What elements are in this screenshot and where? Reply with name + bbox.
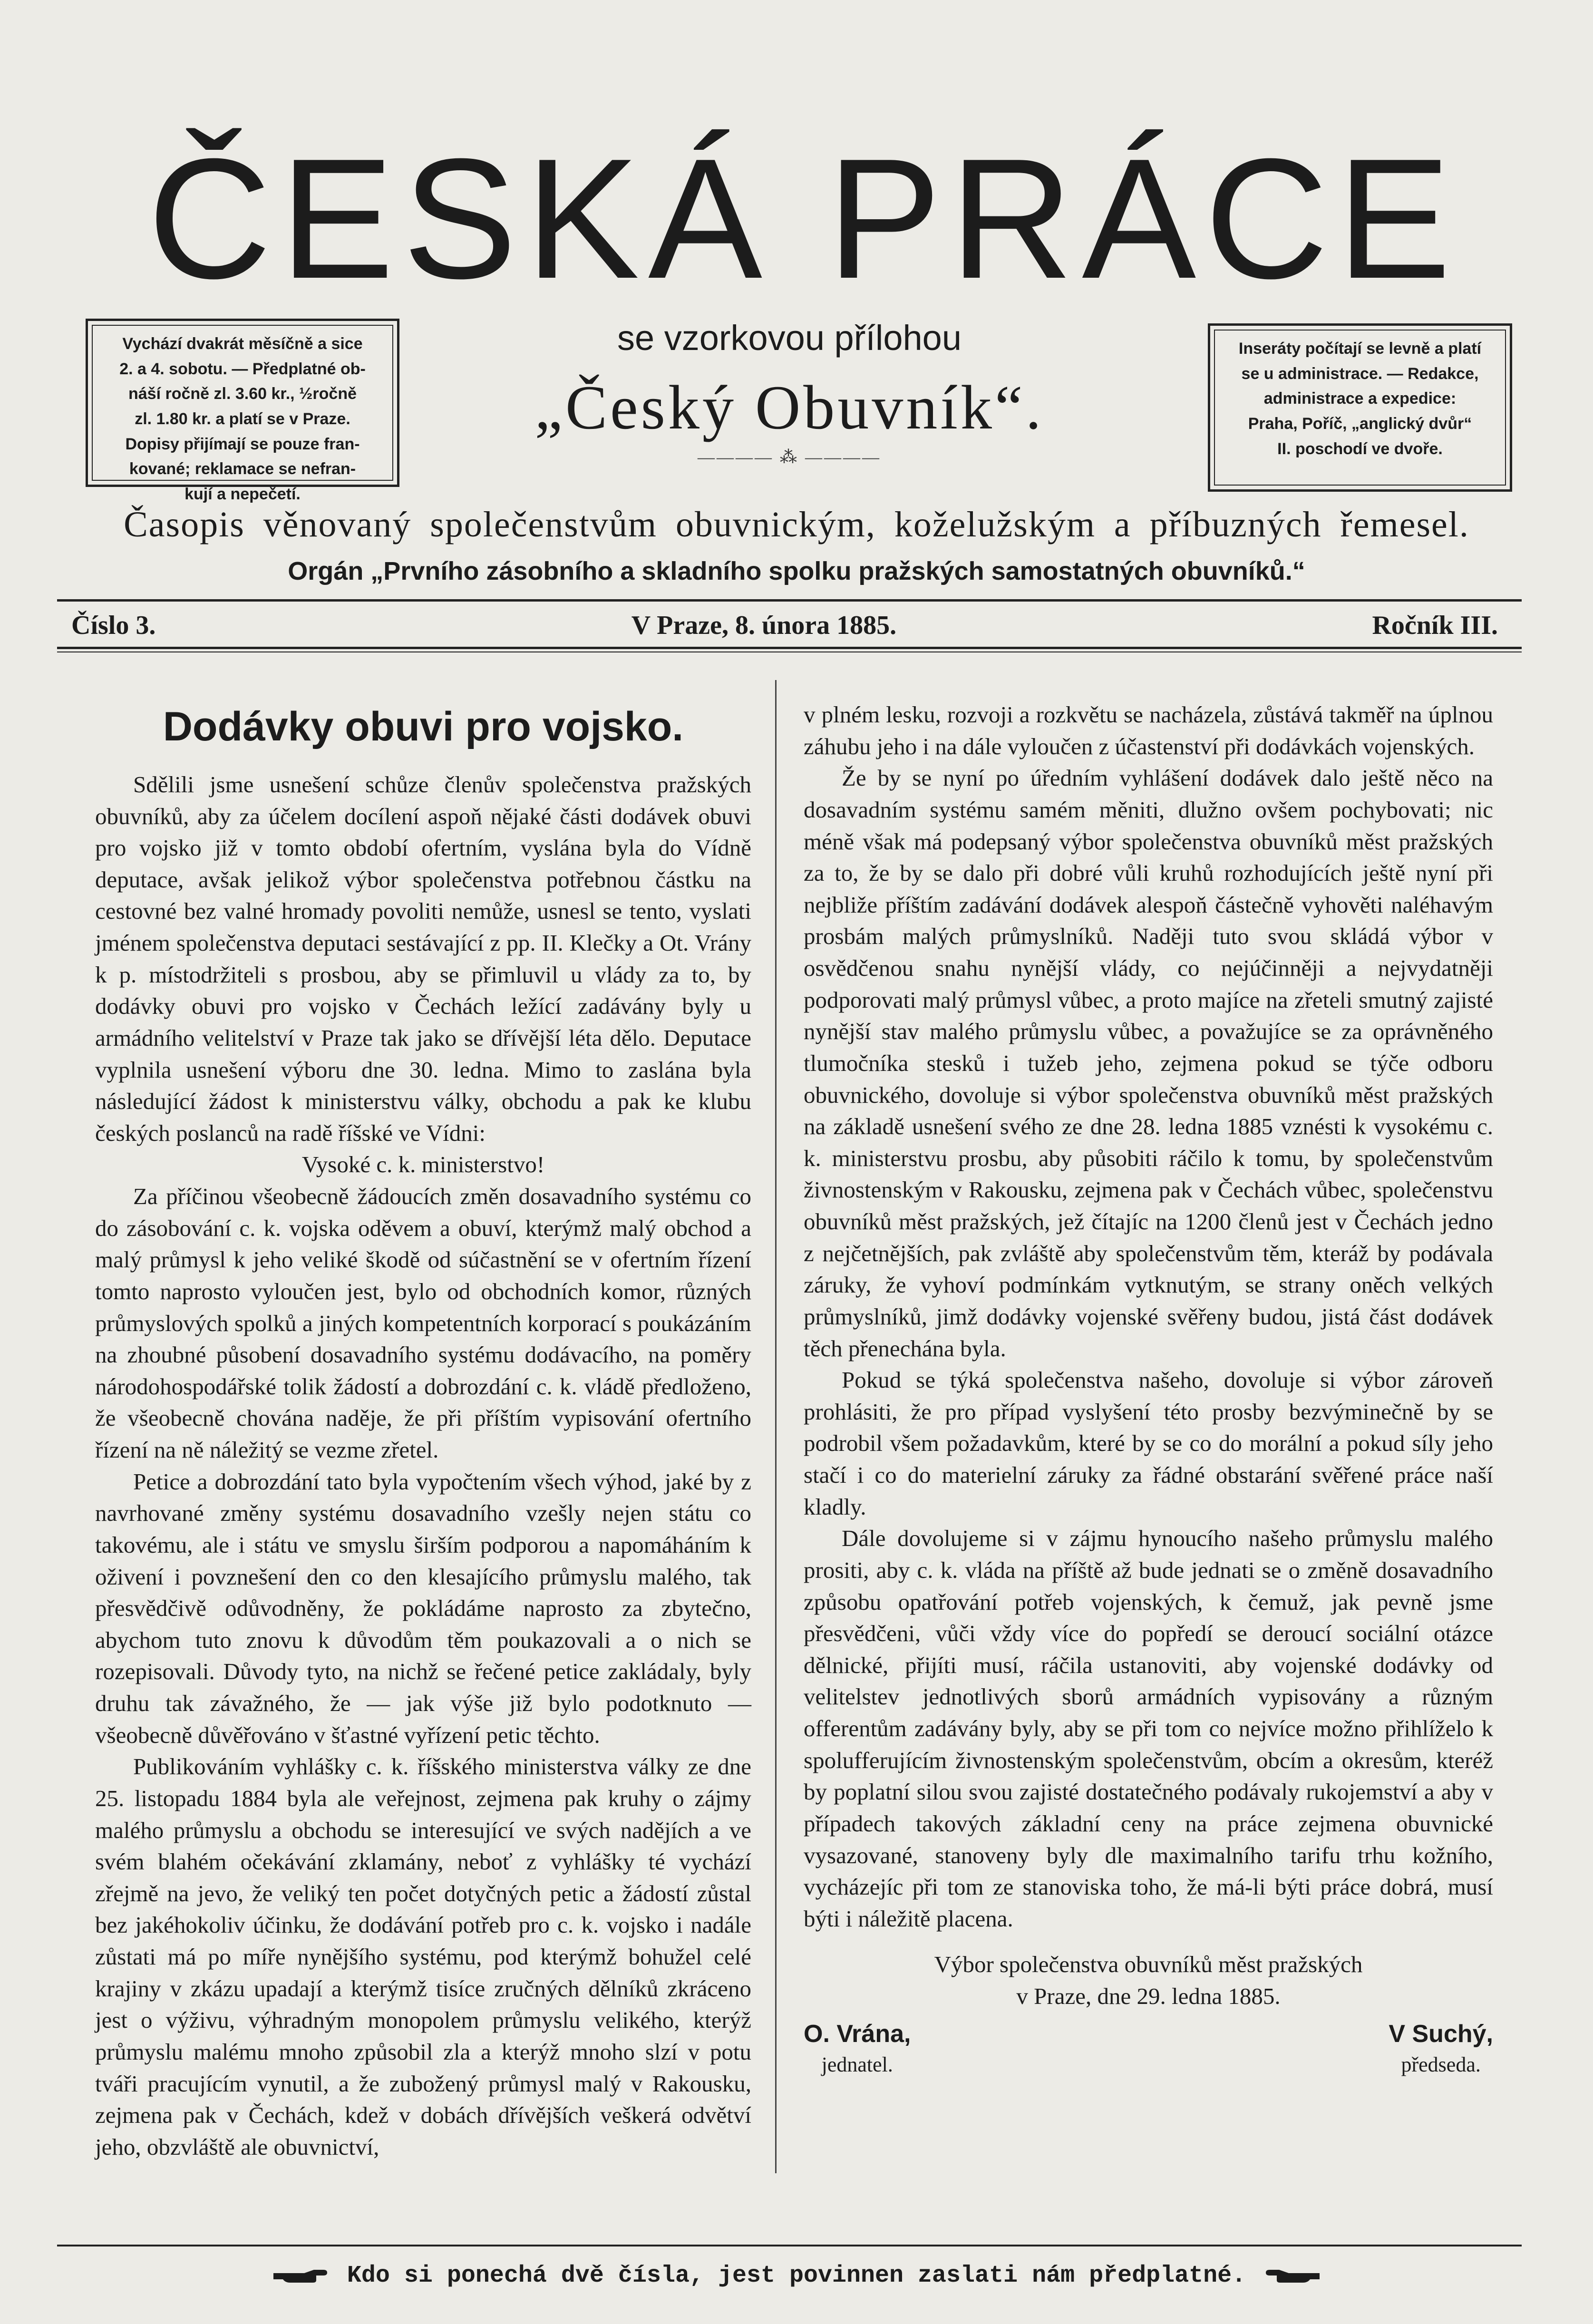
issue-place-date: V Praze, 8. února 1885.: [631, 611, 897, 640]
salutation: Vysoké c. k. ministerstvo!: [301, 1151, 545, 1178]
advertising-line: Praha, Poříč, „anglický dvůr“: [1248, 415, 1472, 433]
footer-notice: [95, 2254, 1498, 2297]
subscription-line: 2. a 4. sobotu. — Předplatné ob-: [119, 360, 366, 378]
subscription-line: Vychází dvakrát měsíčně a sice: [122, 335, 363, 353]
organ-line: Orgán „Prvního zásobního a skladního spolku pražských samostatných obuvníků.“: [288, 557, 1305, 585]
subscription-line: náší ročně zl. 3.60 kr., ½ročně: [128, 385, 357, 403]
subscription-line: zl. 1.80 kr. a platí se v Praze.: [135, 410, 350, 428]
article-column-right: [804, 699, 1493, 2079]
footer-rule: [57, 2245, 1522, 2246]
article-paragraph: Pokud se týká společenstva našeho, dovoluje si výbor zároveň prohlásiti, že pro případ vyslyšení této prosby bezvýminečně by se podrobil všem požadavkům, které by se co do morální a pokud síly jeho stačí i co do materielní záruky za řádné obstarání svěřené práce naší kladly.: [804, 1367, 1493, 1520]
column-divider: [775, 680, 777, 2173]
article-paragraph: Petice a dobrozdání tato byla vypočtením všech výhod, jaké by z navrhované změny systému dosavadního vzešly nejen státu co takovému, ale i státu ve smyslu širším podporou a napomáháním k oživení i povznešení den co den klesajícího průmyslu malého, tak přesvědčivě odůvodněny, že pokládáme naprosto za zbytečno, abychom tuto znovu k důvodům těm poukazovali a o nich se rozepisovali. Důvody tyto, na nichž se řečené petice zakládaly, byly druhu tak závažného, že — jak výše již bylo podotknuto — všeobecně důvěřováno v šťastné vyřízení petic těchto.: [95, 1468, 751, 1748]
issue-volume: Ročník III.: [1372, 611, 1498, 640]
supplement-notice: [395, 319, 1184, 466]
ornament-divider: ———— ⁂ ————: [698, 447, 881, 467]
signer-role: předseda.: [1401, 2053, 1481, 2077]
article-paragraph: Publikováním vyhlášky c. k. říšského ministerstva války ze dne 25. listopadu 1884 byla ale veřejnost, zejmena pak kruhy o zájmy malého průmyslu a obchodu se interesující ve svých nadějích a ve svém blahém očekávání zklamány, neboť z vyhlášky té vychází zřejmě na jevo, že veliký ten počet dotyčných petic a žádostí zůstal bez jakéhokoliv účinku, že dodávání potřeb pro c. k. vojsko i nadále zůstati má po míře nynějšího systému, pod kterýmž bohužel celé krajiny v zkázu upadají a kterýmž tisíce zručných dělníků zkráceno jest o výživu, výhradným monopolem průmyslu velikého, kterýž průmyslu malému mnoho způsobil zla a kterýž mnoho slzí v potu tváři pracujícím vynutil, a že zubožený průmysl malý v Rakousku, zejmena pak v Čechách, kdež v dobách dřívějších veškerá odvětví jeho, obzvláště ale obuvnictví,: [95, 1753, 751, 2160]
header-rule-bottom: [57, 647, 1522, 649]
subscription-line: kují a nepečetí.: [185, 485, 301, 504]
article-paragraph: Sdělili jsme usnešení schůze členův společenstva pražských obuvníků, aby za účelem docílení aspoň nějaké části dodávek obuvi pro vojsko již v tomto období ofertním, vyslána byla do Vídně deputace, avšak jelikož výbor společenstva potřebnou částku na cestovné bez valné hromady povoliti nemůže, usnesl se tento, vyslati jménem společenstva deputaci sestávající z pp. II. Klečky a Ot. Vrány k p. místodržiteli s prosbou, aby se přimluvil u vlády za to, by dodávky obuvi pro vojsko v Čechách ležící zadávány byly u armádního velitelství v Praze tak jako se dřívější léta dělo. Deputace vyplnila usnešení výboru dne 30. ledna. Mimo to zaslána byla následující žádost k ministerstvu války, obchodu a pak ke klubu českých poslanců na radě říšské ve Vídni:: [95, 771, 751, 1146]
journal-subtitle: Časopis věnovaný společenstvům obuvnickým, koželužským a příbuzných řemesel.: [124, 505, 1469, 545]
footer-notice-text: Kdo si ponechá dvě čísla, jest povinnen zaslati nám předplatné.: [347, 2262, 1246, 2289]
article-column-left: [95, 680, 751, 2163]
header-rule-top: [57, 599, 1522, 602]
issue-bar: [71, 609, 1498, 642]
signature-date: v Praze, dne 29. ledna 1885.: [1016, 1983, 1281, 2009]
subscription-line: Dopisy přijímají se pouze fran-: [125, 435, 360, 453]
issue-number: Číslo 3.: [71, 611, 156, 640]
advertising-line: se u administrace. — Redakce,: [1241, 364, 1479, 383]
article-paragraph: v plném lesku, rozvoji a rozkvětu se nacházela, zůstává takměř na úplnou záhubu jeho i na dále vyloučen z účastenství při dodávkách vojenských.: [804, 701, 1493, 759]
supplement-title: „Český Obuvník“.: [534, 372, 1044, 443]
signer-left: [804, 2017, 911, 2080]
subscription-info-box: [86, 319, 399, 504]
masthead-title: ČESKÁ PRÁCE: [147, 123, 1460, 314]
signers: [804, 2017, 1493, 2080]
advertising-line: administrace a expedice:: [1263, 389, 1457, 408]
signer-right: [1389, 2017, 1493, 2080]
article-paragraph: Za příčinou všeobecně žádoucích změn dosavadního systému co do zásobování c. k. vojska oděvem a obuví, kterýmž malý obchod a malý průmysl k jeho veliké škodě od súčastnění se v ofertním řízení tomto naprosto vyloučen jest, bylo od obchodních komor, různých průmyslových spolků a jiných kompetentních korporací s poukázáním na zhoubné působení dosavadního systému dodávacího, na poměry národohospodářské tolik žádostí a dobrozdání c. k. vládě předloženo, že všeobecně chována naděje, že při příštím vypisování ofertního řízení na ně náležitý se vezme zřetel.: [95, 1183, 751, 1463]
subscription-line: kované; reklamace se nefran-: [129, 460, 356, 478]
article-title: Dodávky obuvi pro vojsko.: [163, 704, 684, 749]
supplement-line-1: se vzorkovou přílohou: [617, 318, 962, 358]
pointing-hand-right-icon: [271, 2266, 328, 2285]
advertising-info-box: [1208, 323, 1512, 492]
article-paragraph: Že by se nyní po úředním vyhlášení dodávek dalo ještě něco na dosavadním systému samém měniti, dlužno ovšem pochybovati; nic méně však má podepsaný výbor společenstva obuvníků měst pražských za to, že by se dalo při dobré vůli kruhů rozhodujících ještě nyní při nejbliže příštím zadávání dodávek alespoň částečně vyhověti naléhavým prosbám malých průmyslníků. Naději tuto svou skládá výbor v osvědčenou snahu nynější vlády, co nejúčinněji a nejvydatněji podporovati malý průmysl vůbec, a proto majíce na zřeteli smutný zajisté nynější stav malého průmyslu vůbec, a považujíce se za oprávněného tlumočníka stesků i tužeb jeho, zejmena pokud se týče odboru obuvnického, dovoluje si výbor společenstva obuvníků měst pražských na základě usnešení svého ze dne 28. ledna 1885 vznésti k vysokému c. k. ministerstvu prosbu, aby působiti ráčilo k tomu, by společenstvům živnostenským v Rakousku, zejmena pak v Čechách vůbec, společenstvu obuvníků měst pražských, jež čítajíc na 1200 členů jest v Čechách jedno z nejčetnějších, pak zvláště aby společenstvům těm, kteráž by podávala záruky, že vyhoví podmínkám vytknutým, se strany oněch velkých průmyslníků, jimž dodávky vojenské svěřeny budou, jistá část dodávek těch přenechána byla.: [804, 765, 1493, 1361]
article-paragraph: Dále dovolujeme si v zájmu hynoucího našeho průmyslu malého prositi, aby c. k. vláda na příště až bude jednati se o změně dosavadního způsobu opatřování potřeb vojenských, k čemuž, jak pevně jsme přesvědčeni, vůči vždy více do popředí se deroucí sociální otázce dělnické, přijíti musí, ráčila ustanoviti, aby vojenské dodávky od velitelstev jednotlivých sborů armádních vypisovány a různým offerentům zadávány byly, aby se při tom co nejvíce možno přihlíželo k spolufferujícím živnostenským společenstvům, obcím a okresům, kteréž by poplatní silou svou zajisté dostatečného podávaly rukojemství a aby v případech takových základní ceny na práce zejmena obuvnické vysazované, stanoveny byly dle maximalního tarifu trhu kožního, vycházejíc při tom ze stanoviska toho, že má-li býti práce dobrá, musí býti i náležitě placena.: [804, 1525, 1493, 1932]
signer-name: V Suchý,: [1389, 2020, 1493, 2048]
advertising-line: Inseráty počítají se levně a platí: [1238, 340, 1482, 358]
header-rule-bottom-thin: [57, 651, 1522, 652]
signer-role: jednatel.: [821, 2053, 893, 2077]
pointing-hand-left-icon: [1265, 2266, 1322, 2285]
advertising-line: II. poschodí ve dvoře.: [1277, 439, 1443, 458]
signature-committee: Výbor společenstva obuvníků měst pražských: [934, 1951, 1363, 1978]
signer-name: O. Vrána,: [804, 2020, 911, 2048]
